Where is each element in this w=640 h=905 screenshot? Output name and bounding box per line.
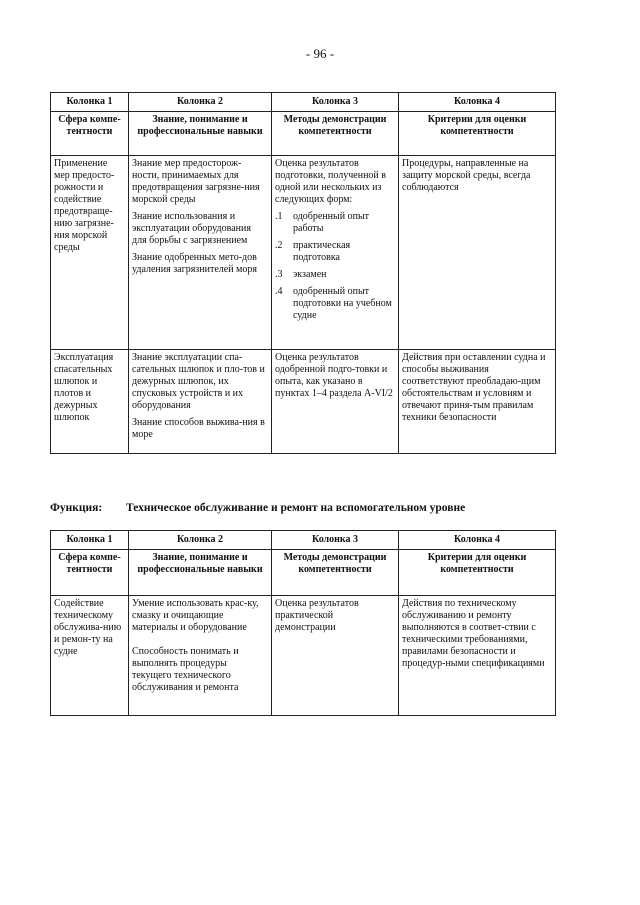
- table-row: [51, 350, 556, 454]
- competence-table-1: [50, 92, 556, 454]
- list-item: [275, 286, 395, 322]
- subheader-cell: Сфера компе-тентности: [51, 112, 129, 156]
- knowledge-paragraph: Знание мер предосторож-ности, принимаемых для предотвращения загрязне-ния морской среды: [132, 158, 260, 205]
- subheader-cell: Методы демонстрации компетентности: [272, 550, 399, 596]
- knowledge-paragraph: Знание одобренных мето-дов удаления загрязнителей моря: [132, 252, 257, 275]
- subheader-cell: Критерии для оценки компетентности: [399, 112, 556, 156]
- column-header: Колонка 3: [272, 531, 399, 550]
- item-text: экзамен: [293, 269, 327, 280]
- subheader-cell: Знание, понимание и профессиональные навыки: [129, 112, 272, 156]
- item-number: .1: [275, 211, 283, 222]
- item-number: .3: [275, 269, 283, 280]
- criteria-cell: Действия по техническому обслуживанию и ремонту выполняются в соответ-ствии с техническими требованиями, правилами безопасности и процедур-ными спецификациями: [399, 596, 556, 716]
- knowledge-paragraph: Знание способов выжива-ния в море: [132, 417, 265, 440]
- competence-cell: Содействие техническому обслужива-нию и ремон-ту на судне: [51, 596, 129, 716]
- table-row: [51, 596, 556, 716]
- methods-cell: Оценка результатов одобренной подго-товки и опыта, как указано в пунктах 1–4 раздела A-VI/2: [272, 350, 399, 454]
- criteria-cell: Процедуры, направленные на защиту морской среды, всегда соблюдаются: [399, 156, 556, 350]
- table-row: [51, 156, 556, 350]
- competence-table-2: [50, 530, 556, 716]
- column-header: Колонка 4: [399, 531, 556, 550]
- list-item: [275, 211, 395, 235]
- function-label: Функция:: [50, 502, 103, 514]
- competence-cell: Применение мер предосто-рожности и содействие предотвраще-нию загрязне-ния морской среды: [51, 156, 129, 350]
- page-number: - 96 -: [305, 46, 335, 61]
- knowledge-paragraph: Способность понимать и выполнять процедуры текущего технического обслуживания и ремонта: [132, 646, 239, 693]
- subheader-cell: Знание, понимание и профессиональные навыки: [129, 550, 272, 596]
- criteria-cell: Действия при оставлении судна и способы выживания соответствуют преобладаю-щим обстоятельствам и условиям и отвечают приня-тым правилам техники безопасности: [399, 350, 556, 454]
- item-number: .4: [275, 286, 283, 297]
- item-text: одобренный опыт работы: [293, 211, 370, 234]
- methods-cell: Оценка результатов практической демонстрации: [272, 596, 399, 716]
- column-header: Колонка 4: [399, 93, 556, 112]
- column-header: Колонка 1: [51, 93, 129, 112]
- knowledge-paragraph: Знание эксплуатации спа-сательных шлюпок и пло-тов и дежурных шлюпок, их спусковых устройств и их оборудования: [132, 352, 265, 411]
- item-number: .2: [275, 240, 283, 251]
- methods-intro: Оценка результатов подготовки, полученной в одной или нескольких из следующих форм:: [275, 158, 386, 205]
- function-heading: [50, 502, 465, 514]
- knowledge-paragraph: Умение использовать крас-ку, смазку и очищающие материалы и оборудование: [132, 598, 259, 633]
- competence-cell: Эксплуатация спасательных шлюпок и плотов и дежурных шлюпок: [51, 350, 129, 454]
- item-text: одобренный опыт подготовки на учебном судне: [293, 286, 392, 321]
- column-header: Колонка 1: [51, 531, 129, 550]
- subheader-cell: Методы демонстрации компетентности: [272, 112, 399, 156]
- subheader-cell: Сфера компе-тентности: [51, 550, 129, 596]
- knowledge-cell: [129, 156, 272, 350]
- column-header: Колонка 2: [129, 93, 272, 112]
- methods-cell: [272, 156, 399, 350]
- list-item: [275, 240, 395, 264]
- column-header: Колонка 2: [129, 531, 272, 550]
- knowledge-cell: [129, 350, 272, 454]
- item-text: практическая подготовка: [293, 240, 351, 263]
- function-title: Техническое обслуживание и ремонт на вспомогательном уровне: [126, 502, 466, 514]
- subheader-cell: Критерии для оценки компетентности: [399, 550, 556, 596]
- knowledge-paragraph: Знание использования и эксплуатации оборудования для борьбы с загрязнением: [132, 211, 251, 246]
- knowledge-cell: [129, 596, 272, 716]
- list-item: [275, 269, 395, 281]
- column-header: Колонка 3: [272, 93, 399, 112]
